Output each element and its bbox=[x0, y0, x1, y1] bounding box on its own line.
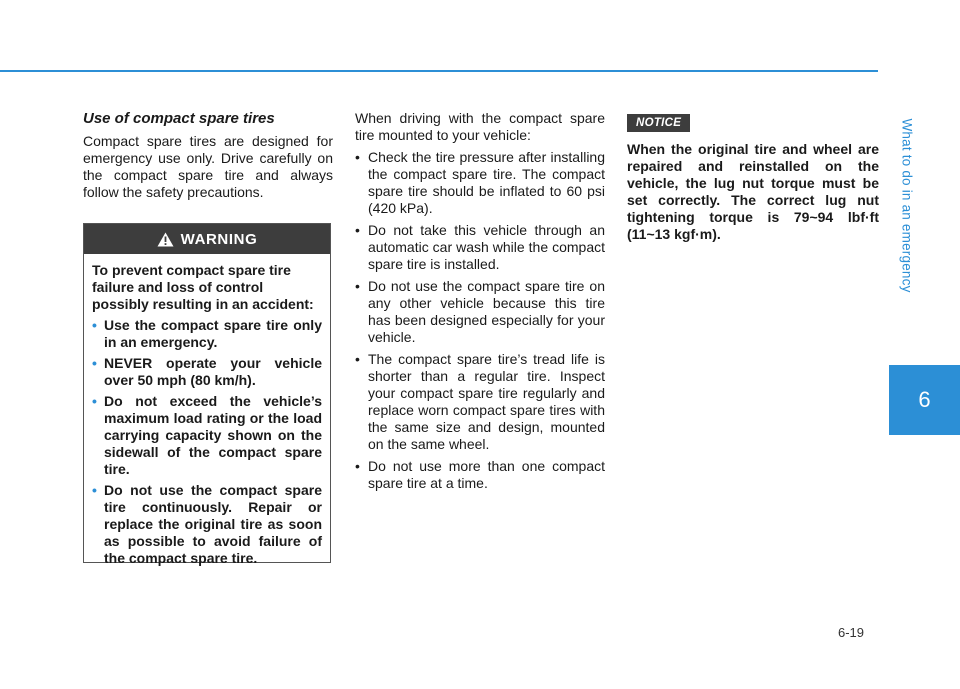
warning-body bbox=[84, 254, 330, 567]
warning-header bbox=[84, 224, 330, 254]
warning-item: • NEVER operate your vehicle over 50 mph (80 km/h). bbox=[92, 355, 322, 388]
driving-list bbox=[355, 149, 605, 492]
column-1 bbox=[83, 110, 333, 566]
list-item: • Check the tire pressure after installing the compact spare tire. The compact spare tire should be inflated to 60 psi (420 kPa). bbox=[355, 149, 605, 216]
warning-intro: To prevent compact spare tire failure and loss of control possibly resulting in an accident: bbox=[92, 262, 314, 312]
chapter-side-title bbox=[896, 30, 918, 380]
column-3 bbox=[627, 113, 879, 243]
warning-list bbox=[92, 317, 322, 567]
page-number: 6-19 bbox=[838, 625, 865, 640]
driving-intro: When driving with the compact spare tire mounted to your vehicle: bbox=[355, 110, 605, 143]
bullet-icon: • bbox=[355, 222, 360, 238]
chapter-tab bbox=[889, 365, 960, 435]
bullet-icon: • bbox=[355, 458, 360, 474]
bullet-icon: • bbox=[92, 317, 97, 333]
warning-triangle-icon bbox=[157, 232, 174, 247]
intro-paragraph: Compact spare tires are designed for emergency use only. Drive carefully on the compact spare tire and always follow the safety precautions. bbox=[83, 133, 333, 200]
bullet-icon: • bbox=[92, 355, 97, 371]
bullet-icon: • bbox=[355, 351, 360, 367]
section-heading: Use of compact spare tires bbox=[83, 110, 275, 127]
chapter-side-title-text: What to do in an emergency bbox=[899, 117, 915, 293]
bullet-icon: • bbox=[355, 149, 360, 165]
warning-item: • Do not exceed the vehicle’s maximum load rating or the load carrying capacity shown on the sidewall of the compact spare tire. bbox=[92, 393, 322, 477]
list-item: • Do not take this vehicle through an automatic car wash while the compact spare tire is installed. bbox=[355, 222, 605, 272]
warning-item: • Do not use the compact spare tire continuously. Repair or replace the original tire as soon as possible to avoid failure of the compact spare tire. bbox=[92, 482, 322, 566]
warning-label: WARNING bbox=[180, 230, 258, 248]
list-item: • Do not use more than one compact spare tire at a time. bbox=[355, 458, 605, 491]
list-item: • Do not use the compact spare tire on any other vehicle because this tire has been designed especially for your vehicle. bbox=[355, 278, 605, 345]
chapter-number: 6 bbox=[918, 387, 931, 412]
notice-text: When the original tire and wheel are repaired and reinstalled on the vehicle, the lug nut torque must be set correctly. The correct lug nut tightening torque is 79~94 lbf·ft (11~13 kgf·m). bbox=[627, 141, 879, 242]
header-rule bbox=[0, 70, 878, 72]
warning-item: • Use the compact spare tire only in an emergency. bbox=[92, 317, 322, 350]
warning-box bbox=[83, 223, 331, 566]
bullet-icon: • bbox=[92, 482, 97, 498]
list-item: • The compact spare tire’s tread life is shorter than a regular tire. Inspect your compact spare tire regularly and replace worn compact spare tires with the same size and design, mounted on the same wheel. bbox=[355, 351, 605, 452]
notice-badge: NOTICE bbox=[627, 114, 690, 132]
column-2 bbox=[355, 110, 605, 492]
bullet-icon: • bbox=[355, 278, 360, 294]
bullet-icon: • bbox=[92, 393, 97, 409]
